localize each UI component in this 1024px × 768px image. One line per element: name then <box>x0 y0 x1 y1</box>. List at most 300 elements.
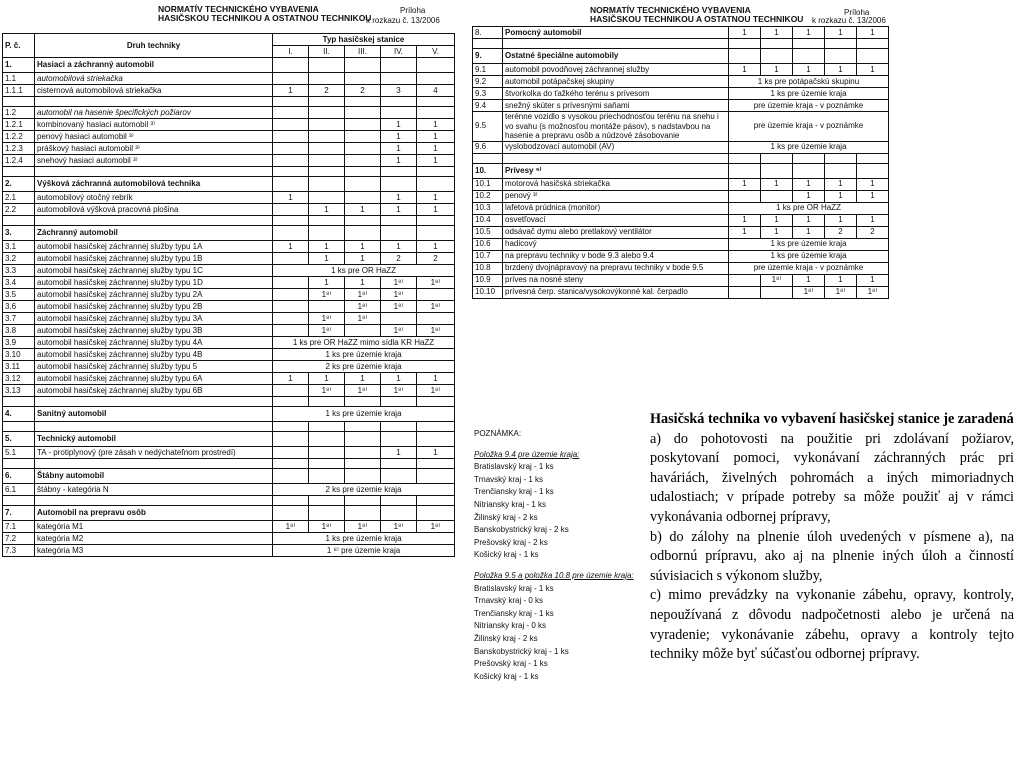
row-value: 1 <box>793 226 825 238</box>
row-value: 1 <box>761 214 793 226</box>
spacer-cell <box>273 216 309 226</box>
table-row <box>473 163 889 178</box>
note-list-item: Banskobystrický kraj - 1 ks <box>474 646 569 656</box>
spacer-cell <box>3 167 35 177</box>
row-value <box>793 163 825 178</box>
row-value: 1 <box>825 214 857 226</box>
row-value: 1 <box>729 64 761 76</box>
right-equipment-table <box>472 26 889 299</box>
table-row <box>473 214 889 226</box>
row-value <box>381 226 417 241</box>
row-value: 1 <box>793 64 825 76</box>
note-group2-list <box>474 583 646 684</box>
table-row <box>473 49 889 64</box>
header-station: Typ hasičskej stanice <box>273 34 455 46</box>
table-row <box>3 373 455 385</box>
table-row <box>3 204 455 216</box>
table-row <box>473 88 889 100</box>
spacer-cell <box>761 39 793 49</box>
row-value: 1 <box>345 373 381 385</box>
spacer-cell <box>417 167 455 177</box>
row-description: automobil hasičskej záchrannej služby typu 6B <box>35 385 273 397</box>
row-value: 1 <box>381 131 417 143</box>
row-value <box>309 143 345 155</box>
table-row <box>473 112 889 142</box>
row-value <box>345 58 381 73</box>
row-number: 10.4 <box>473 214 503 226</box>
row-value <box>417 226 455 241</box>
row-value: 1⁸⁾ <box>345 385 381 397</box>
row-value: 4 <box>417 85 455 97</box>
row-value: 1⁸⁾ <box>417 325 455 337</box>
row-span-value: 1 ks pre územie kraja <box>729 141 889 153</box>
spacer-cell <box>761 153 793 163</box>
row-value: 1 <box>381 155 417 167</box>
row-number: 3.1 <box>3 241 35 253</box>
table-row <box>3 253 455 265</box>
row-description: Ostatné špeciálne automobily <box>503 49 729 64</box>
left-title-line2: HASIČSKOU TECHNIKOU A OSTATNOU TECHNIKOU <box>158 13 372 23</box>
row-value <box>273 177 309 192</box>
row-value <box>273 301 309 313</box>
row-value: 1 <box>825 274 857 286</box>
spacer-cell <box>273 97 309 107</box>
row-description: snežný skúter s prívesnými saňami <box>503 100 729 112</box>
row-value <box>309 301 345 313</box>
row-number: 7.1 <box>3 521 35 533</box>
row-value: 1 <box>417 131 455 143</box>
row-value: 1 <box>381 119 417 131</box>
spacer-cell <box>345 97 381 107</box>
table-row <box>3 385 455 397</box>
spacer-cell <box>417 496 455 506</box>
row-value <box>273 313 309 325</box>
row-number: 9.3 <box>473 88 503 100</box>
row-value: 1 <box>417 155 455 167</box>
row-value <box>381 432 417 447</box>
row-number: 10. <box>473 163 503 178</box>
row-value <box>309 58 345 73</box>
row-number: 1.1 <box>3 73 35 85</box>
spacer-cell <box>381 459 417 469</box>
table-row <box>3 265 455 277</box>
spacer-cell <box>309 97 345 107</box>
row-description: Sanitný automobil <box>35 407 273 422</box>
row-value: 1 <box>857 190 889 202</box>
header-class-3: III. <box>345 46 381 58</box>
spacer-cell <box>381 216 417 226</box>
spacer-cell <box>35 97 273 107</box>
row-value: 1 <box>417 143 455 155</box>
table-row <box>473 141 889 153</box>
note-list-item: Trnavský kraj - 0 ks <box>474 596 544 606</box>
row-value: 1 <box>273 241 309 253</box>
row-description: automobil hasičskej záchrannej služby typu 6A <box>35 373 273 385</box>
row-description: automobil na hasenie špecifických požiarov <box>35 107 273 119</box>
table-row <box>3 192 455 204</box>
row-value: 1 <box>381 143 417 155</box>
table-row <box>473 286 889 298</box>
right-table-sheet <box>470 0 902 402</box>
row-value <box>309 432 345 447</box>
row-number: 2. <box>3 177 35 192</box>
row-value <box>345 447 381 459</box>
row-value <box>309 177 345 192</box>
spacer-cell <box>345 167 381 177</box>
row-value: 1⁸⁾ <box>417 521 455 533</box>
table-row <box>473 178 889 190</box>
row-description: penový ³⁾ <box>503 190 729 202</box>
table-row <box>3 177 455 192</box>
note-list-item: Banskobystrický kraj - 2 ks <box>474 525 569 535</box>
spacer-cell <box>309 216 345 226</box>
table-row <box>3 361 455 373</box>
row-value <box>825 49 857 64</box>
row-number: 10.1 <box>473 178 503 190</box>
row-description: automobilová striekačka <box>35 73 273 85</box>
row-value <box>273 277 309 289</box>
table-row <box>3 301 455 313</box>
row-value <box>381 107 417 119</box>
row-description: brzdený dvojnápravový na prepravu techniky v bode 9.5 <box>503 262 729 274</box>
row-value: 1 <box>345 204 381 216</box>
row-value <box>761 190 793 202</box>
row-description: automobil potápačskej skupiny <box>503 76 729 88</box>
prose-item-b: b) do zálohy na plnenie úloh uvedených v písmene a), na odbornú prípravu, ako aj na plnenie iných úloh a činností súvisiacich s výkonom služby, <box>650 528 1014 584</box>
row-description: kategória M3 <box>35 545 273 557</box>
header-class-1: I. <box>273 46 309 58</box>
row-description: automobil hasičskej záchrannej služby typu 4A <box>35 337 273 349</box>
row-value <box>381 469 417 484</box>
spacer-cell <box>417 216 455 226</box>
table-row <box>3 337 455 349</box>
row-value <box>417 177 455 192</box>
row-value: 1 <box>273 192 309 204</box>
table-row <box>3 155 455 167</box>
row-value: 1 <box>309 373 345 385</box>
row-value: 1 <box>273 85 309 97</box>
row-value <box>273 119 309 131</box>
note-block <box>474 428 646 683</box>
row-value: 1 <box>309 241 345 253</box>
spacer-cell <box>825 153 857 163</box>
row-description: Štábny automobil <box>35 469 273 484</box>
header-type: Druh techniky <box>35 34 273 58</box>
row-value: 1 <box>345 241 381 253</box>
spacer-cell <box>3 216 35 226</box>
row-value: 1 <box>417 192 455 204</box>
row-value: 2 <box>825 226 857 238</box>
row-value <box>345 143 381 155</box>
row-span-value: 1 ks pre OR HaZZ <box>273 265 455 277</box>
note-list-item: Bratislavský kraj - 1 ks <box>474 583 554 593</box>
row-number: 3.11 <box>3 361 35 373</box>
row-value <box>309 226 345 241</box>
row-value: 1 <box>417 373 455 385</box>
prose-title: Hasičská technika vo vybavení hasičskej stanice je zaradená <box>650 411 1014 427</box>
row-description: automobilový otočný rebrík <box>35 192 273 204</box>
table-row <box>3 58 455 73</box>
note-list-item: Žilinský kraj - 2 ks <box>474 512 538 522</box>
note-list-item: Trenčiansky kraj - 1 ks <box>474 608 554 618</box>
row-span-value: 1 ks pre OR HaZZ <box>729 202 889 214</box>
row-value: 1⁸⁾ <box>381 385 417 397</box>
row-value: 1⁸⁾ <box>825 286 857 298</box>
row-value: 1 <box>417 241 455 253</box>
row-span-value: 1 ks pre OR HaZZ mimo sídla KR HaZZ <box>273 337 455 349</box>
table-row <box>3 533 455 545</box>
row-value <box>729 49 761 64</box>
spacer-cell <box>3 459 35 469</box>
row-value <box>345 226 381 241</box>
row-span-value: 1 ks pre územie kraja <box>273 349 455 361</box>
row-number: 2.2 <box>3 204 35 216</box>
row-value <box>345 107 381 119</box>
row-value <box>309 131 345 143</box>
row-value <box>381 177 417 192</box>
row-number: 7.3 <box>3 545 35 557</box>
note-list-item: Trnavský kraj - 1 ks <box>474 474 544 484</box>
table-row <box>3 484 455 496</box>
left-decree-label: k rozkazu č. 13/2006 <box>366 16 440 25</box>
row-value <box>273 73 309 85</box>
row-number: 3.13 <box>3 385 35 397</box>
row-value <box>345 119 381 131</box>
row-value: 1 <box>761 226 793 238</box>
row-description: kombinovaný hasiaci automobil ³⁾ <box>35 119 273 131</box>
row-value: 1 <box>417 447 455 459</box>
row-value: 1⁸⁾ <box>309 325 345 337</box>
row-value: 1⁸⁾ <box>345 313 381 325</box>
row-number: 9.5 <box>473 112 503 142</box>
row-description: Technický automobil <box>35 432 273 447</box>
row-description: hadicový <box>503 238 729 250</box>
row-number: 1.1.1 <box>3 85 35 97</box>
spacer-cell <box>35 167 273 177</box>
row-value <box>309 155 345 167</box>
table-row <box>3 447 455 459</box>
table-row <box>3 119 455 131</box>
row-number: 6. <box>3 469 35 484</box>
row-number: 9. <box>473 49 503 64</box>
note-heading: POZNÁMKA: <box>474 429 522 438</box>
row-description: Výšková záchranná automobilová technika <box>35 177 273 192</box>
row-value: 1⁸⁾ <box>417 385 455 397</box>
row-value <box>273 58 309 73</box>
note-group2-title: Položka 9.5 a položka 10.8 pre územie kraja: <box>474 570 634 580</box>
spacer-cell <box>3 97 35 107</box>
row-value: 1 <box>761 178 793 190</box>
spacer-cell <box>417 422 455 432</box>
spacer-cell <box>381 422 417 432</box>
row-value: 1⁸⁾ <box>381 277 417 289</box>
row-description: motorová hasičská striekačka <box>503 178 729 190</box>
row-value: 1 <box>857 214 889 226</box>
row-value <box>417 313 455 325</box>
row-description: automobil hasičskej záchrannej služby typu 3B <box>35 325 273 337</box>
row-number: 1.2.3 <box>3 143 35 155</box>
row-span-value: 2 ks pre územie kraja <box>273 484 455 496</box>
spacer-cell <box>825 39 857 49</box>
row-value: 1 <box>309 204 345 216</box>
spacer-cell <box>35 216 273 226</box>
spacer-cell <box>309 422 345 432</box>
row-value <box>345 432 381 447</box>
row-value <box>857 49 889 64</box>
left-attachment-label: Príloha <box>400 6 426 15</box>
table-row <box>473 202 889 214</box>
row-value <box>417 289 455 301</box>
row-value: 1⁸⁾ <box>381 289 417 301</box>
row-value <box>273 143 309 155</box>
row-value: 1 <box>825 190 857 202</box>
row-value: 1⁸⁾ <box>381 521 417 533</box>
table-spacer-row <box>3 422 455 432</box>
row-value <box>309 107 345 119</box>
row-value <box>729 190 761 202</box>
table-row <box>473 190 889 202</box>
row-value <box>345 131 381 143</box>
row-value: 1⁸⁾ <box>309 313 345 325</box>
table-row <box>3 131 455 143</box>
right-title-line2: HASIČSKOU TECHNIKOU A OSTATNOU TECHNIKOU <box>590 14 804 24</box>
row-number: 1.2 <box>3 107 35 119</box>
spacer-cell <box>309 167 345 177</box>
right-sheet-title <box>590 6 803 24</box>
row-number: 9.2 <box>473 76 503 88</box>
row-value <box>273 226 309 241</box>
table-row <box>3 289 455 301</box>
table-spacer-row <box>473 39 889 49</box>
row-description: odsávač dymu alebo pretlakový ventilátor <box>503 226 729 238</box>
row-description: práškový hasiaci automobil ³⁾ <box>35 143 273 155</box>
row-value: 3 <box>381 85 417 97</box>
row-description: automobil hasičskej záchrannej služby typu 1A <box>35 241 273 253</box>
note-group1-title: Položka 9.4 pre územie kraja: <box>474 449 580 459</box>
row-span-value: 1 ks pre územie kraja <box>729 250 889 262</box>
table-row <box>3 143 455 155</box>
row-value <box>345 192 381 204</box>
table-row <box>3 545 455 557</box>
header-class-2: II. <box>309 46 345 58</box>
row-number: 10.9 <box>473 274 503 286</box>
spacer-cell <box>35 459 273 469</box>
header-class-5: V. <box>417 46 455 58</box>
row-span-value: 2 ks pre územie kraja <box>273 361 455 373</box>
row-value: 1 <box>345 277 381 289</box>
row-value: 1⁸⁾ <box>345 521 381 533</box>
spacer-cell <box>381 496 417 506</box>
table-row <box>3 432 455 447</box>
row-description: štvorkolka do ťažkého terénu s prívesom <box>503 88 729 100</box>
row-value <box>273 204 309 216</box>
row-value <box>273 131 309 143</box>
row-value: 1 <box>729 178 761 190</box>
row-value <box>381 313 417 325</box>
row-description: Záchranný automobil <box>35 226 273 241</box>
spacer-cell <box>503 153 729 163</box>
row-number: 3.7 <box>3 313 35 325</box>
row-value <box>825 163 857 178</box>
row-value: 1 <box>417 204 455 216</box>
spacer-cell <box>273 422 309 432</box>
table-row <box>473 274 889 286</box>
row-value: 1⁸⁾ <box>417 277 455 289</box>
row-number: 3.8 <box>3 325 35 337</box>
row-description: Hasiaci a záchranný automobil <box>35 58 273 73</box>
row-value: 1 <box>857 27 889 39</box>
row-span-value: pre územie kraja - v poznámke <box>729 262 889 274</box>
spacer-cell <box>345 496 381 506</box>
row-number: 10.3 <box>473 202 503 214</box>
row-number: 2.1 <box>3 192 35 204</box>
spacer-cell <box>729 153 761 163</box>
row-number: 10.10 <box>473 286 503 298</box>
row-value: 1⁸⁾ <box>793 286 825 298</box>
table-row <box>3 521 455 533</box>
row-value: 1 <box>793 214 825 226</box>
row-number: 8. <box>473 27 503 39</box>
table-row <box>3 226 455 241</box>
row-span-value: 1 ⁸⁾ pre územie kraja <box>273 545 455 557</box>
row-value <box>417 107 455 119</box>
row-description: na prepravu techniky v bode 9.3 alebo 9.4 <box>503 250 729 262</box>
row-value: 1 <box>857 64 889 76</box>
row-number: 10.8 <box>473 262 503 274</box>
spacer-cell <box>503 39 729 49</box>
row-description: automobil hasičskej záchrannej služby typu 1C <box>35 265 273 277</box>
row-value: 1 <box>309 277 345 289</box>
row-value <box>417 73 455 85</box>
row-value <box>273 447 309 459</box>
row-description: lafetová prúdnica (monitor) <box>503 202 729 214</box>
row-value: 1⁸⁾ <box>309 385 345 397</box>
row-value <box>381 506 417 521</box>
table-row <box>3 349 455 361</box>
row-value: 1 <box>761 27 793 39</box>
row-number: 3.5 <box>3 289 35 301</box>
row-value <box>273 289 309 301</box>
row-number: 5. <box>3 432 35 447</box>
spacer-cell <box>417 459 455 469</box>
row-value: 1⁸⁾ <box>345 301 381 313</box>
row-value: 1 <box>381 204 417 216</box>
row-value <box>417 469 455 484</box>
table-row <box>3 407 455 422</box>
table-row <box>473 238 889 250</box>
table-row <box>3 469 455 484</box>
prose-block <box>650 410 1014 665</box>
row-number: 9.4 <box>473 100 503 112</box>
spacer-cell <box>381 97 417 107</box>
row-description: Automobil na prepravu osôb <box>35 506 273 521</box>
row-description: vyslobodzovací automobil (AV) <box>503 141 729 153</box>
row-value: 2 <box>417 253 455 265</box>
table-row <box>3 325 455 337</box>
row-value: 1⁸⁾ <box>345 289 381 301</box>
row-span-value: 1 ks pre územie kraja <box>273 533 455 545</box>
table-row <box>3 241 455 253</box>
header-pc: P. č. <box>3 34 35 58</box>
row-value <box>345 155 381 167</box>
row-value <box>273 253 309 265</box>
note-list-item: Nitriansky kraj - 0 ks <box>474 621 547 631</box>
row-description: kategória M2 <box>35 533 273 545</box>
row-value <box>309 192 345 204</box>
table-row <box>473 76 889 88</box>
row-value: 1 <box>857 178 889 190</box>
table-spacer-row <box>3 496 455 506</box>
